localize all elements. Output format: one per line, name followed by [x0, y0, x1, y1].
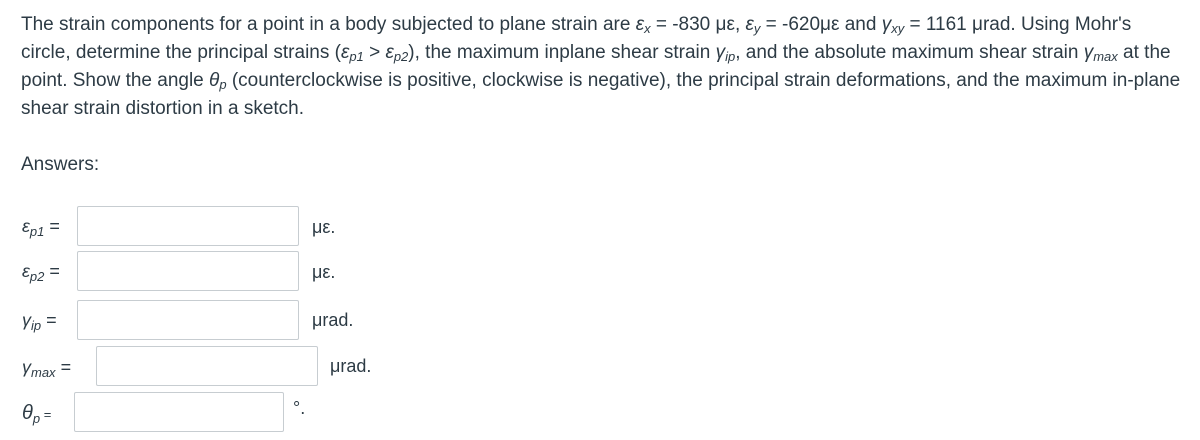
greater-than: >	[363, 42, 386, 63]
label-symbol: ε	[22, 261, 30, 281]
epsilon-x-value: = -830 με,	[650, 14, 746, 35]
symbol-gamma-max: γ	[1083, 42, 1094, 63]
subscript-y: y	[753, 21, 761, 36]
label-subscript: p2	[29, 269, 45, 284]
answer-unit-epsilon-p1: με.	[312, 217, 336, 237]
gamma-max-input[interactable]	[96, 346, 318, 386]
subscript-xy: xy	[891, 21, 905, 36]
answer-row-epsilon-p1	[0, 206, 600, 250]
subscript-p1: p1	[349, 49, 364, 64]
label-subscript: ip	[31, 318, 42, 333]
subscript-ip: ip	[725, 49, 736, 64]
gamma-xy-value: = 1161 μrad. Using Mohr's circle, determine the principal strains (	[21, 14, 1132, 63]
answers-heading: Answers:	[21, 154, 100, 175]
answer-row-epsilon-p2	[0, 251, 600, 295]
label-equals: =	[55, 357, 72, 377]
label-symbol: γ	[22, 310, 31, 330]
symbol-epsilon-p2: ε	[385, 42, 394, 63]
answer-row-gamma-ip	[0, 300, 600, 344]
symbol-epsilon-p1: ε	[340, 42, 350, 63]
answer-row-gamma-max	[0, 346, 600, 390]
answer-label-epsilon-p2	[22, 261, 60, 282]
problem-text: The strain components for a point in a body subjected to plane strain are	[21, 14, 636, 35]
answer-label-epsilon-p1	[22, 216, 60, 237]
problem-statement	[21, 11, 1186, 123]
label-subscript: p	[32, 411, 41, 426]
theta-p-input[interactable]	[74, 392, 284, 432]
label-equals: =	[44, 216, 60, 236]
label-symbol: θ	[22, 402, 33, 424]
answer-label-theta-p	[22, 402, 51, 425]
answer-unit-gamma-ip: μrad.	[312, 310, 354, 330]
answer-label-gamma-max	[22, 357, 71, 378]
symbol-epsilon-x: ε	[635, 14, 645, 35]
epsilon-p1-input[interactable]	[77, 206, 299, 246]
answer-row-theta-p	[0, 392, 600, 436]
label-subscript: max	[31, 365, 56, 380]
symbol-gamma-xy: γ	[881, 14, 892, 35]
answer-unit-gamma-max: μrad.	[330, 356, 372, 376]
epsilon-y-value: = -620με and	[760, 14, 882, 35]
label-equals: =	[41, 310, 57, 330]
answer-label-gamma-ip	[22, 310, 57, 331]
answer-unit-epsilon-p2: με.	[312, 262, 336, 282]
problem-text: (counterclockwise is positive, clockwise is negative), the principal strain deformations, and the maximum in-plane shear strain distortion in a sketch.	[21, 70, 1181, 119]
label-symbol: ε	[22, 216, 30, 236]
label-equals: =	[40, 407, 52, 422]
symbol-gamma-ip: γ	[715, 42, 726, 63]
label-subscript: p1	[29, 224, 45, 239]
problem-text: ), the maximum inplane shear strain	[408, 42, 716, 63]
subscript-p: p	[219, 77, 227, 92]
problem-text: at the point. Show the angle	[21, 42, 1171, 91]
subscript-max: max	[1093, 49, 1118, 64]
subscript-p2: p2	[393, 49, 409, 64]
label-equals: =	[44, 261, 60, 281]
label-symbol: γ	[22, 357, 31, 377]
gamma-ip-input[interactable]	[77, 300, 299, 340]
subscript-x: x	[644, 21, 651, 36]
symbol-theta-p: θ	[209, 70, 220, 91]
epsilon-p2-input[interactable]	[77, 251, 299, 291]
problem-text: , and the absolute maximum shear strain	[735, 42, 1084, 63]
symbol-epsilon-y: ε	[745, 14, 754, 35]
answer-unit-theta-p: °.	[293, 398, 306, 418]
